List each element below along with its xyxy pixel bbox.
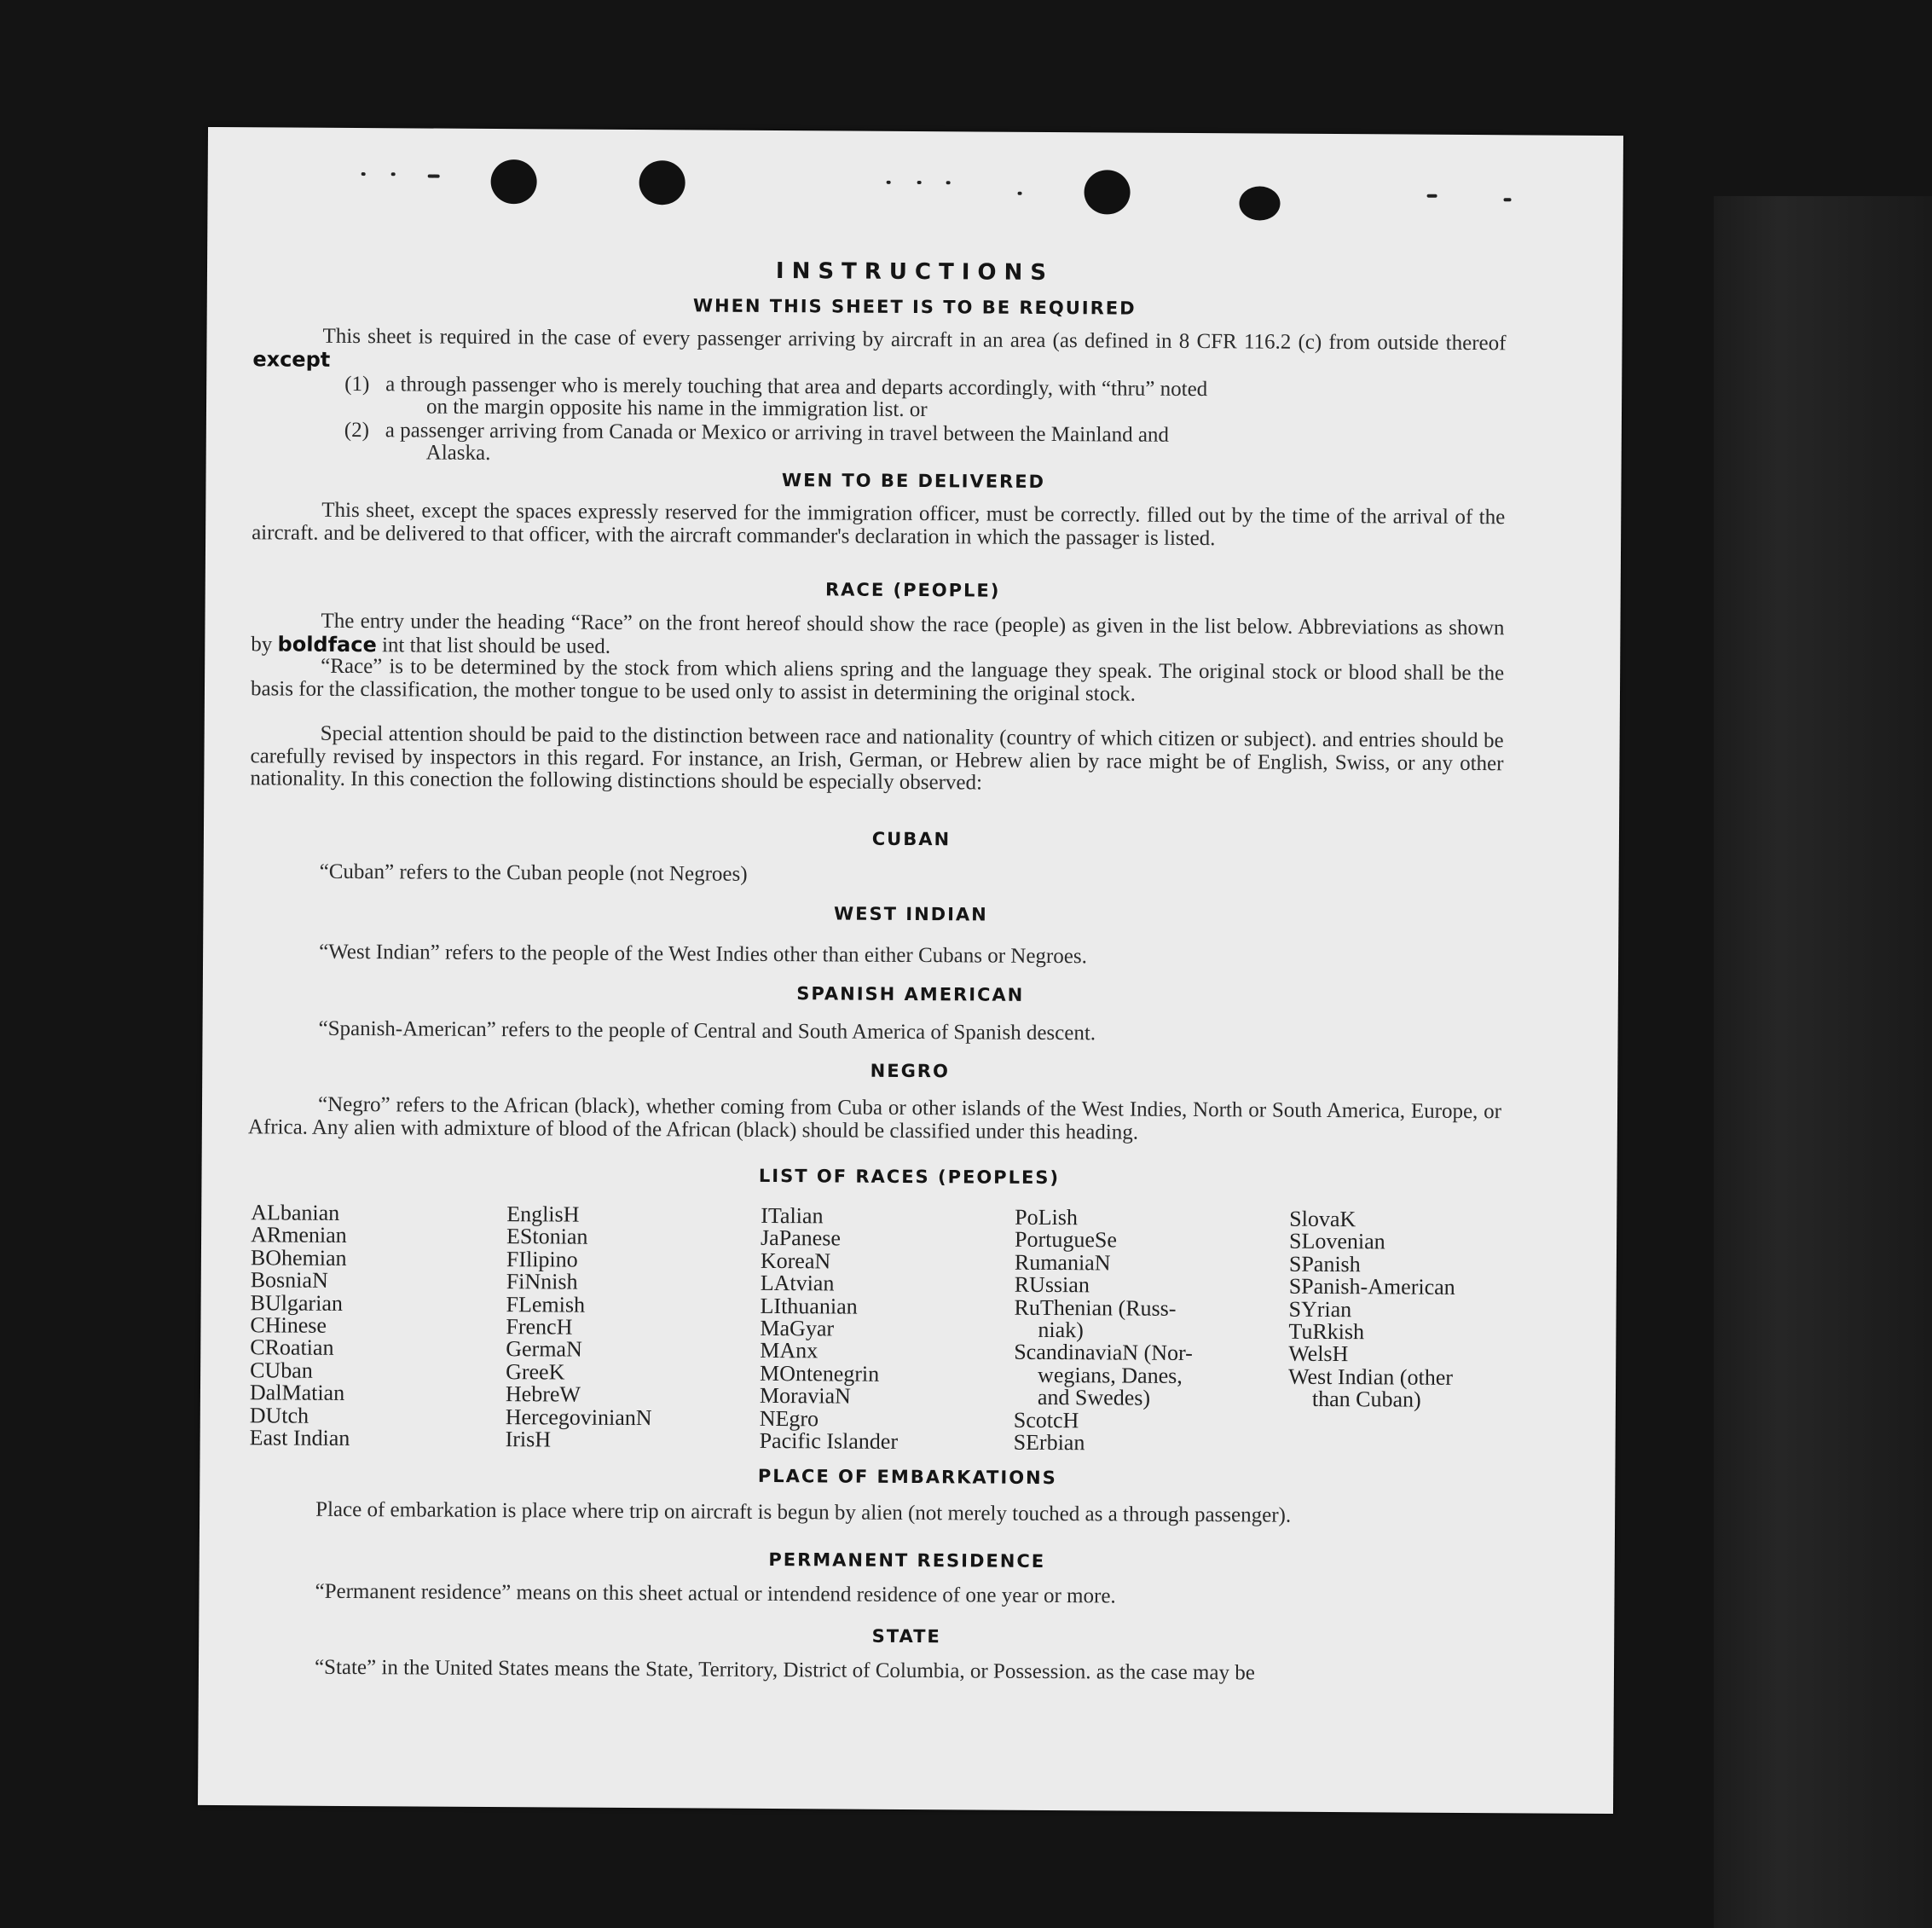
exception-item-1-cont — [426, 397, 928, 422]
negro-text — [248, 1093, 1501, 1146]
race-list-column-4 — [1013, 1204, 1194, 1456]
race-entry: DalMatian — [249, 1380, 345, 1406]
punch-hole — [1084, 170, 1130, 214]
race-entry: DUtch — [249, 1402, 309, 1428]
exception-item-2 — [344, 420, 1504, 449]
race-list-column-1 — [250, 1201, 351, 1450]
page-title: INSTRUCTIONS — [775, 258, 1055, 287]
speck — [1504, 198, 1512, 201]
race-entry: FIlipino — [506, 1246, 578, 1272]
race-entry: RumaniaN — [1014, 1249, 1111, 1276]
state-text — [245, 1656, 1498, 1686]
item-number: (2) — [344, 418, 370, 443]
race-entry: LAtvian — [760, 1271, 835, 1296]
race-entry: ScandinaviaN (Nor- — [1014, 1340, 1193, 1366]
section-heading-residence: PERMANENT RESIDENCE — [768, 1549, 1046, 1572]
race-entry: RuThenian (Russ- — [1014, 1294, 1177, 1321]
speck — [917, 181, 922, 184]
race-entry: MAnx — [760, 1338, 818, 1363]
section-heading-spanish-american: SPANISH AMERICAN — [796, 983, 1025, 1005]
item-text: a passenger arriving from Canada or Mexico or arriving in travel between the Mainland and — [385, 419, 1170, 447]
race-entry: PoLish — [1015, 1204, 1079, 1230]
race-entry: SYrian — [1288, 1296, 1352, 1322]
race-entry: SPanish — [1288, 1251, 1361, 1277]
exception-item-2-cont — [426, 443, 491, 466]
paragraph-text: Place of embarkation is place where trip on aircraft is begun by alien (not merely touched as a through passenger). — [315, 1497, 1292, 1527]
race-entry: CRoatian — [250, 1335, 334, 1361]
paragraph-text: “Negro” refers to the African (black), whether coming from Cuba or other islands of the West Indies, North or South America, Europe, or Africa. Any alien with admixture of blood of the African (black) should be classified under this heading. — [247, 1092, 1502, 1144]
speck — [362, 172, 366, 176]
race-entry: GreeK — [506, 1358, 565, 1385]
section-heading-embarkation: PLACE OF EMBARKATIONS — [757, 1465, 1057, 1489]
section-heading-when-required: WHEN THIS SHEET IS TO BE REQUIRED — [692, 295, 1137, 319]
punch-hole — [1239, 186, 1280, 220]
section-heading-list-of-races: LIST OF RACES (PEOPLES) — [758, 1165, 1061, 1189]
speck — [946, 181, 951, 184]
paragraph-text: “Cuban” refers to the Cuban people (not Negroes) — [319, 860, 748, 886]
section-heading-race: RACE (PEOPLE) — [824, 579, 1001, 601]
paragraph-text: “Race” is to be determined by the stock from which aliens spring and the language they speak. The original stock or blood shall be the basis for the classification, the mother tongue to be used only to assist in determining the original stock. — [250, 654, 1505, 706]
delivered-text — [252, 499, 1505, 552]
punch-hole — [639, 160, 685, 205]
when-required-intro — [252, 325, 1506, 379]
race-entry: HercegovinianN — [505, 1404, 652, 1430]
race-entry: IrisH — [505, 1427, 552, 1452]
race-entry: SLovenian — [1288, 1229, 1385, 1254]
paragraph-text: “State” in the United States means the State, Territory, District of Columbia, or Possession. as the case may be — [314, 1655, 1255, 1685]
race-entry: JaPanese — [760, 1225, 842, 1251]
paragraph-text: Special attention should be paid to the distinction between race and nationality (country of which citizen or subject). and entries should be carefully revised by inspectors in this regard. For instance, an Irish, German, or Hebrew alien by race might be of English, Swiss, or any other nationality. In this conection the following distinctions should be especially observed: — [250, 721, 1504, 795]
item-number: (1) — [344, 372, 370, 397]
race-entry-continued: wegians, Danes, — [1038, 1362, 1183, 1388]
race-entry: West Indian (other — [1288, 1363, 1454, 1390]
paragraph-text: This sheet, except the spaces expressly reserved for the immigration officer, must be correctly. filled out by the time of the arrival of the aircraft. and be delivered to that officer, with the aircraft commander's declaration in which the passager is listed. — [252, 498, 1506, 550]
section-heading-cuban: CUBAN — [871, 828, 952, 850]
race-entry: EnglisH — [506, 1201, 580, 1227]
race-entry: East Indian — [249, 1425, 350, 1451]
section-heading-negro: NEGRO — [870, 1060, 950, 1082]
section-heading-state: STATE — [871, 1625, 941, 1647]
speck — [887, 181, 891, 184]
race-paragraph-2 — [251, 655, 1504, 708]
race-entry: GermaN — [506, 1336, 582, 1363]
residence-text — [245, 1580, 1498, 1610]
race-entry-continued: and Swedes) — [1037, 1385, 1151, 1410]
race-entry: BUlgarian — [250, 1289, 344, 1316]
speck — [1018, 192, 1022, 195]
race-list-column-2 — [506, 1203, 654, 1452]
race-entry-continued: than Cuban) — [1311, 1387, 1421, 1412]
speck — [391, 172, 396, 176]
scan-background-edge — [1714, 196, 1932, 1928]
race-entry: FiNnish — [506, 1269, 578, 1294]
race-entry: MaGyar — [760, 1315, 835, 1341]
race-paragraph-3 — [250, 722, 1503, 797]
instruction-sheet — [198, 127, 1623, 1814]
keyword-except: except — [252, 346, 331, 372]
intro-text: This sheet is required in the case of every passenger arriving by aircraft in an area (as defined in 8 CFR 116.2 (c) from outside thereof — [322, 324, 1507, 356]
race-entry: ARmenian — [251, 1222, 347, 1248]
paragraph-text: “West Indian” refers to the people of the West Indies other than either Cubans or Negroes. — [319, 940, 1087, 969]
race-entry: EStonian — [506, 1224, 588, 1250]
punch-hole — [490, 159, 536, 204]
section-heading-delivered: WEN TO BE DELIVERED — [781, 470, 1046, 492]
spanish-american-text — [248, 1017, 1501, 1047]
race-entry: LIthuanian — [760, 1293, 858, 1319]
race-entry-continued: niak) — [1038, 1317, 1084, 1343]
section-heading-west-indian: WEST INDIAN — [833, 903, 988, 925]
race-entry: MOntenegrin — [760, 1360, 880, 1387]
race-entry: FrencH — [506, 1314, 573, 1340]
race-entry: Pacific Islander — [759, 1427, 899, 1454]
race-list-column-3 — [759, 1202, 899, 1454]
race-entry: MoraviaN — [759, 1383, 851, 1409]
keyword-boldface: boldface — [277, 631, 377, 657]
race-entry: SErbian — [1013, 1429, 1085, 1456]
item-text: a through passenger who is merely touching that area and departs accordingly, with “thru” noted — [385, 373, 1208, 402]
west-indian-text — [249, 941, 1502, 970]
race-entry: CUban — [250, 1358, 313, 1383]
speck — [1427, 194, 1437, 198]
cuban-text — [250, 860, 1503, 890]
speck — [428, 175, 440, 178]
race-entry: KoreaN — [760, 1248, 831, 1274]
race-entry: BOhemian — [250, 1245, 347, 1271]
race-entry: BosniaN — [250, 1267, 328, 1294]
race-entry: CHinese — [250, 1312, 327, 1338]
paragraph-text: “Permanent residence” means on this sheet actual or intendend residence of one year or more. — [315, 1579, 1116, 1608]
race-entry: FLemish — [506, 1291, 586, 1317]
race-entry: ITalian — [761, 1202, 824, 1229]
race-entry: ALbanian — [251, 1200, 340, 1225]
race-entry: RUssian — [1014, 1271, 1090, 1298]
embarkation-text — [246, 1498, 1499, 1528]
paragraph-text: “Spanish-American” refers to the people of Central and South America of Spanish descent. — [318, 1016, 1096, 1045]
race-entry: SPanish-American — [1288, 1273, 1455, 1300]
paragraph-text: The entry under the heading “Race” on the front hereof should show the race (people) as given in the list below. Abbreviations as shown by — [251, 609, 1505, 656]
race-list-column-5 — [1288, 1208, 1455, 1412]
race-entry: NEgro — [759, 1405, 819, 1432]
race-entry: ScotcH — [1013, 1407, 1079, 1433]
race-entry: SlovaK — [1289, 1206, 1356, 1232]
race-entry: HebreW — [505, 1381, 581, 1407]
item-text: Alaska. — [425, 441, 491, 465]
race-entry: TuRkish — [1288, 1318, 1365, 1345]
race-entry: PortugueSe — [1014, 1227, 1118, 1253]
paragraph-text: int that list should be used. — [381, 633, 611, 658]
item-text: on the margin opposite his name in the immigration list. or — [425, 395, 928, 422]
race-entry: WelsH — [1288, 1341, 1349, 1367]
